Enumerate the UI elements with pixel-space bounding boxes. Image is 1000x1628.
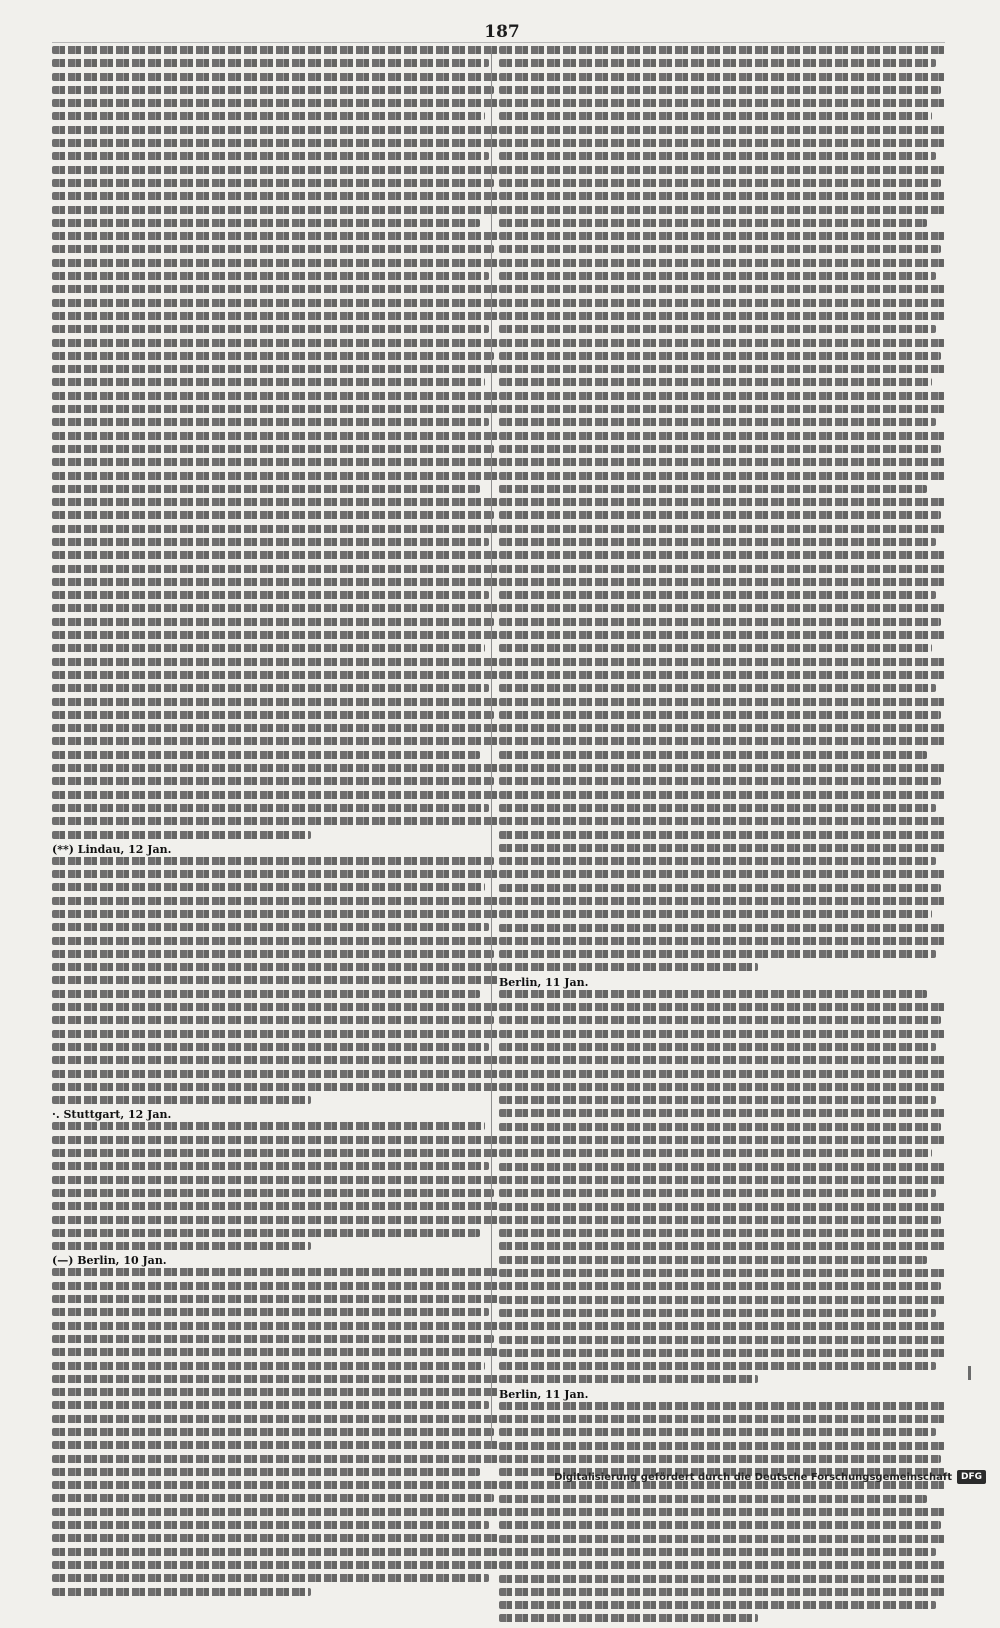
text-line <box>52 1574 489 1582</box>
text-line <box>52 1070 498 1078</box>
text-line <box>52 1308 489 1316</box>
text-line <box>52 1229 480 1237</box>
text-line <box>52 764 498 772</box>
text-line <box>52 658 498 666</box>
text-line <box>52 432 498 440</box>
text-line <box>52 551 498 559</box>
text-line <box>52 1189 494 1197</box>
text-line <box>52 299 498 307</box>
text-line <box>499 1256 927 1264</box>
text-line <box>499 698 945 706</box>
text-line <box>52 737 498 745</box>
text-line <box>52 325 489 333</box>
text-line <box>499 963 758 971</box>
text-line <box>52 1362 485 1370</box>
text-line <box>499 1043 936 1051</box>
text-line <box>52 1282 498 1290</box>
text-line <box>52 1122 485 1130</box>
text-line <box>52 976 498 984</box>
text-line <box>52 378 485 386</box>
text-line <box>499 1269 945 1277</box>
text-line <box>499 538 936 546</box>
text-line <box>52 870 498 878</box>
text-line <box>52 179 494 187</box>
text-line <box>52 990 480 998</box>
section-dateline: Berlin, 11 Jan. <box>499 1387 589 1401</box>
text-line <box>499 578 945 586</box>
text-line <box>52 1242 311 1250</box>
text-line <box>499 312 945 320</box>
text-line <box>52 1295 498 1303</box>
text-line <box>52 751 480 759</box>
text-line <box>52 99 498 107</box>
text-line <box>499 1309 936 1317</box>
text-line <box>52 1043 489 1051</box>
text-line <box>499 671 945 679</box>
text-line <box>52 1455 498 1463</box>
text-line <box>52 578 498 586</box>
text-line <box>499 405 945 413</box>
text-line <box>52 46 498 54</box>
text-line <box>499 139 945 147</box>
text-line <box>499 1136 945 1144</box>
text-line <box>52 365 498 373</box>
text-line <box>52 724 498 732</box>
text-line <box>52 1176 498 1184</box>
text-line <box>499 112 932 120</box>
text-line <box>499 910 932 918</box>
footer-text: Digitalisierung gefördert durch die Deutsche Forschungsgemeinschaft <box>554 1471 952 1483</box>
text-line <box>499 498 945 506</box>
text-line <box>52 1468 480 1476</box>
text-line <box>52 1268 498 1276</box>
text-line <box>499 897 945 905</box>
text-line <box>499 1056 945 1064</box>
text-line <box>52 698 498 706</box>
text-line <box>52 352 494 360</box>
footer <box>554 1469 986 1485</box>
text-line <box>499 764 945 772</box>
text-line <box>52 245 494 253</box>
text-line <box>499 870 945 878</box>
text-line <box>499 551 945 559</box>
text-line <box>499 1189 936 1197</box>
text-line <box>499 166 945 174</box>
text-line <box>52 458 498 466</box>
text-line <box>499 1575 945 1583</box>
text-line <box>52 1016 494 1024</box>
text-line <box>499 219 927 227</box>
text-line <box>52 897 498 905</box>
text-line <box>52 565 498 573</box>
text-line <box>499 1083 945 1091</box>
text-line <box>499 644 932 652</box>
text-line <box>499 1163 945 1171</box>
text-line <box>499 604 945 612</box>
text-line <box>499 1176 945 1184</box>
text-line <box>499 711 941 719</box>
text-line <box>499 179 941 187</box>
text-line <box>499 1123 941 1131</box>
text-line <box>499 844 945 852</box>
text-line <box>52 538 489 546</box>
text-line <box>499 831 945 839</box>
text-line <box>499 1508 945 1516</box>
text-line <box>52 59 489 67</box>
text-line <box>52 1056 498 1064</box>
text-line <box>499 751 927 759</box>
text-line <box>499 684 936 692</box>
text-line <box>499 1588 945 1596</box>
text-line <box>499 1535 945 1543</box>
text-line <box>52 139 498 147</box>
text-line <box>499 365 945 373</box>
text-line <box>499 525 945 533</box>
text-line <box>52 272 489 280</box>
text-line <box>52 817 498 825</box>
text-line <box>499 418 936 426</box>
text-line <box>52 152 489 160</box>
text-line <box>52 1096 311 1104</box>
text-line <box>52 525 498 533</box>
text-line <box>52 1428 494 1436</box>
text-line <box>52 1508 498 1516</box>
text-line <box>499 245 941 253</box>
text-line <box>499 1495 927 1503</box>
text-line <box>52 1548 498 1556</box>
text-line <box>499 352 941 360</box>
text-line <box>499 206 945 214</box>
text-line <box>52 1561 498 1569</box>
text-line <box>499 1601 936 1609</box>
text-line <box>52 73 498 81</box>
text-line <box>499 618 941 626</box>
text-line <box>499 325 936 333</box>
text-line <box>52 937 498 945</box>
text-line <box>52 1534 498 1542</box>
text-line <box>52 259 498 267</box>
text-line <box>52 166 498 174</box>
text-line <box>499 86 941 94</box>
text-line <box>499 1548 936 1556</box>
text-line <box>499 857 936 865</box>
text-line <box>499 1442 945 1450</box>
text-line <box>52 1136 498 1144</box>
text-line <box>499 924 945 932</box>
page-number: 187 <box>484 22 520 42</box>
text-line <box>499 1336 945 1344</box>
text-line <box>52 1494 494 1502</box>
text-line <box>52 1003 498 1011</box>
text-line <box>52 684 489 692</box>
text-line <box>52 831 311 839</box>
text-line <box>499 511 941 519</box>
text-line <box>52 644 485 652</box>
text-line <box>52 1348 498 1356</box>
text-line <box>52 950 494 958</box>
margin-mark <box>968 1366 971 1380</box>
column-left <box>52 46 498 1601</box>
text-line <box>52 1162 489 1170</box>
text-line <box>52 1322 498 1330</box>
text-line <box>499 937 945 945</box>
text-line <box>499 817 945 825</box>
text-line <box>52 312 498 320</box>
text-line <box>499 1003 945 1011</box>
text-line <box>499 485 927 493</box>
text-line <box>52 1588 311 1596</box>
text-line <box>499 777 941 785</box>
text-line <box>499 631 945 639</box>
text-line <box>499 232 945 240</box>
text-line <box>499 1229 945 1237</box>
text-line <box>499 658 945 666</box>
text-line <box>499 472 945 480</box>
text-line <box>499 1521 941 1529</box>
text-line <box>499 46 945 54</box>
text-line <box>499 99 945 107</box>
text-line <box>52 232 498 240</box>
text-line <box>499 1296 945 1304</box>
text-line <box>52 485 480 493</box>
text-line <box>499 1149 932 1157</box>
text-line <box>52 1388 498 1396</box>
section-dateline: (—) Berlin, 10 Jan. <box>52 1254 167 1268</box>
text-line <box>499 285 945 293</box>
text-line <box>499 445 941 453</box>
text-line <box>52 857 494 865</box>
text-line <box>52 126 498 134</box>
text-line <box>52 1335 494 1343</box>
text-line <box>499 1375 758 1383</box>
text-line <box>52 339 498 347</box>
column-right <box>499 46 945 1628</box>
text-line <box>499 1561 945 1569</box>
text-line <box>52 285 498 293</box>
text-line <box>499 392 945 400</box>
text-line <box>52 1375 498 1383</box>
text-line <box>499 1109 945 1117</box>
text-line <box>499 378 932 386</box>
text-line <box>499 339 945 347</box>
text-line <box>52 804 489 812</box>
text-line <box>52 591 489 599</box>
text-line <box>52 777 494 785</box>
section-dateline: (**) Lindau, 12 Jan. <box>52 842 172 856</box>
text-line <box>499 458 945 466</box>
text-line <box>52 219 480 227</box>
text-line <box>52 206 498 214</box>
text-line <box>52 1149 498 1157</box>
text-line <box>52 498 498 506</box>
section-dateline: ·. Stuttgart, 12 Jan. <box>52 1108 172 1122</box>
text-line <box>52 1030 498 1038</box>
text-line <box>52 472 498 480</box>
text-line <box>52 511 494 519</box>
text-line <box>499 1070 945 1078</box>
text-line <box>52 1521 489 1529</box>
text-line <box>499 272 936 280</box>
text-line <box>499 791 945 799</box>
dfg-logo: DFG <box>957 1470 986 1484</box>
text-line <box>499 1402 945 1410</box>
text-line <box>499 804 936 812</box>
text-line <box>499 1016 941 1024</box>
section-dateline: Berlin, 11 Jan. <box>499 975 589 989</box>
text-line <box>52 405 498 413</box>
text-line <box>499 1322 945 1330</box>
text-line <box>499 737 945 745</box>
text-line <box>52 711 494 719</box>
text-line <box>52 1481 498 1489</box>
text-line <box>499 724 945 732</box>
text-line <box>499 1415 945 1423</box>
top-rule <box>52 42 945 43</box>
text-line <box>499 126 945 134</box>
text-line <box>499 192 945 200</box>
text-line <box>52 1202 498 1210</box>
text-line <box>499 1242 945 1250</box>
text-line <box>499 1030 945 1038</box>
text-line <box>499 884 941 892</box>
text-line <box>499 152 936 160</box>
text-line <box>499 59 936 67</box>
text-line <box>52 1216 498 1224</box>
text-line <box>499 1096 936 1104</box>
text-line <box>499 1203 945 1211</box>
text-line <box>499 73 945 81</box>
text-line <box>499 299 945 307</box>
text-line <box>52 963 498 971</box>
text-line <box>499 1614 758 1622</box>
text-line <box>499 1216 941 1224</box>
text-line <box>499 1455 941 1463</box>
text-line <box>52 392 498 400</box>
text-line <box>499 990 927 998</box>
text-line <box>52 923 489 931</box>
text-line <box>52 791 498 799</box>
text-line <box>499 1362 936 1370</box>
text-line <box>52 1401 489 1409</box>
text-line <box>499 1282 941 1290</box>
text-line <box>499 1349 945 1357</box>
column-divider <box>491 48 492 1448</box>
text-line <box>52 86 494 94</box>
text-line <box>52 1441 498 1449</box>
text-line <box>499 259 945 267</box>
text-line <box>52 671 498 679</box>
text-line <box>52 883 485 891</box>
text-line <box>499 950 936 958</box>
text-line <box>52 910 498 918</box>
text-line <box>52 1083 498 1091</box>
text-line <box>499 591 936 599</box>
text-line <box>52 1415 498 1423</box>
text-line <box>499 1428 936 1436</box>
text-line <box>52 618 494 626</box>
text-line <box>52 631 498 639</box>
text-line <box>499 432 945 440</box>
text-line <box>52 445 494 453</box>
text-line <box>52 604 498 612</box>
text-line <box>52 192 498 200</box>
text-line <box>52 112 485 120</box>
text-line <box>52 418 489 426</box>
text-line <box>499 565 945 573</box>
